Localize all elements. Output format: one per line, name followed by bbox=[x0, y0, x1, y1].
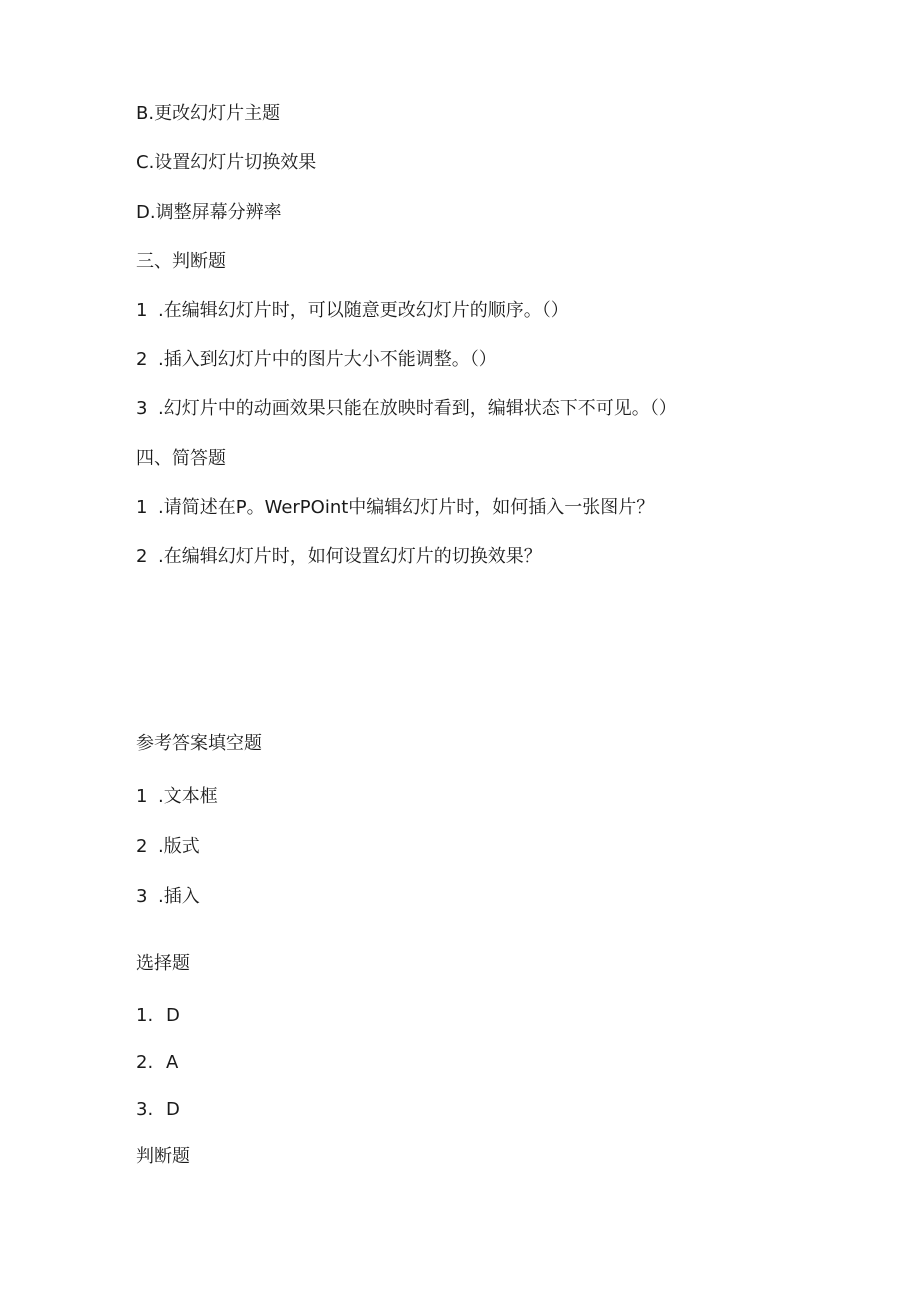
item-text: D bbox=[166, 1099, 180, 1120]
item-number: 2. bbox=[136, 1052, 154, 1073]
item-number: 3 bbox=[136, 398, 148, 419]
item-text: .在编辑幻灯片时，如何设置幻灯片的切换效果？ bbox=[158, 546, 542, 567]
item-text: .在编辑幻灯片时，可以随意更改幻灯片的顺序。（） bbox=[158, 300, 569, 321]
judgment-item-3 bbox=[136, 397, 677, 421]
item-text: .文本框 bbox=[158, 786, 218, 807]
item-text: .插入到幻灯片中的图片大小不能调整。（） bbox=[158, 349, 497, 370]
judgment-item-1 bbox=[136, 299, 569, 323]
short-answer-item-2 bbox=[136, 545, 542, 569]
judgment-item-2 bbox=[136, 348, 497, 372]
item-text: .版式 bbox=[158, 836, 200, 857]
choice-option-d: D.调整屏幕分辨率 bbox=[136, 202, 282, 223]
item-number: 2 bbox=[136, 836, 148, 857]
item-text: D bbox=[166, 1005, 180, 1026]
judgment-section-heading: 三、判断题 bbox=[136, 251, 226, 272]
fill-answer-3 bbox=[136, 885, 200, 909]
item-text: .插入 bbox=[158, 886, 200, 907]
item-number: 2 bbox=[136, 546, 148, 567]
item-text: .幻灯片中的动画效果只能在放映时看到，编辑状态下不可见。（） bbox=[158, 398, 677, 419]
short-answer-item-1 bbox=[136, 496, 654, 520]
item-number: 1 bbox=[136, 300, 148, 321]
item-number: 2 bbox=[136, 349, 148, 370]
choice-option-c: C.设置幻灯片切换效果 bbox=[136, 152, 317, 173]
fill-answer-2 bbox=[136, 835, 200, 859]
choice-answer-2 bbox=[136, 1051, 178, 1075]
item-number: 3. bbox=[136, 1099, 154, 1120]
choice-option-b: B.更改幻灯片主题 bbox=[136, 103, 281, 124]
short-answer-section-heading: 四、简答题 bbox=[136, 448, 226, 469]
item-number: 1 bbox=[136, 786, 148, 807]
choice-answer-1 bbox=[136, 1004, 180, 1028]
item-text: .请简述在P。WerPOint中编辑幻灯片时，如何插入一张图片？ bbox=[158, 497, 655, 518]
judgment-answers-heading: 判断题 bbox=[136, 1146, 190, 1167]
item-number: 1 bbox=[136, 497, 148, 518]
answers-heading: 参考答案填空题 bbox=[136, 733, 262, 754]
fill-answer-1 bbox=[136, 785, 218, 809]
choice-answer-3 bbox=[136, 1098, 180, 1122]
item-number: 1. bbox=[136, 1005, 154, 1026]
item-number: 3 bbox=[136, 886, 148, 907]
item-text: A bbox=[166, 1052, 179, 1073]
choice-answers-heading: 选择题 bbox=[136, 953, 190, 974]
